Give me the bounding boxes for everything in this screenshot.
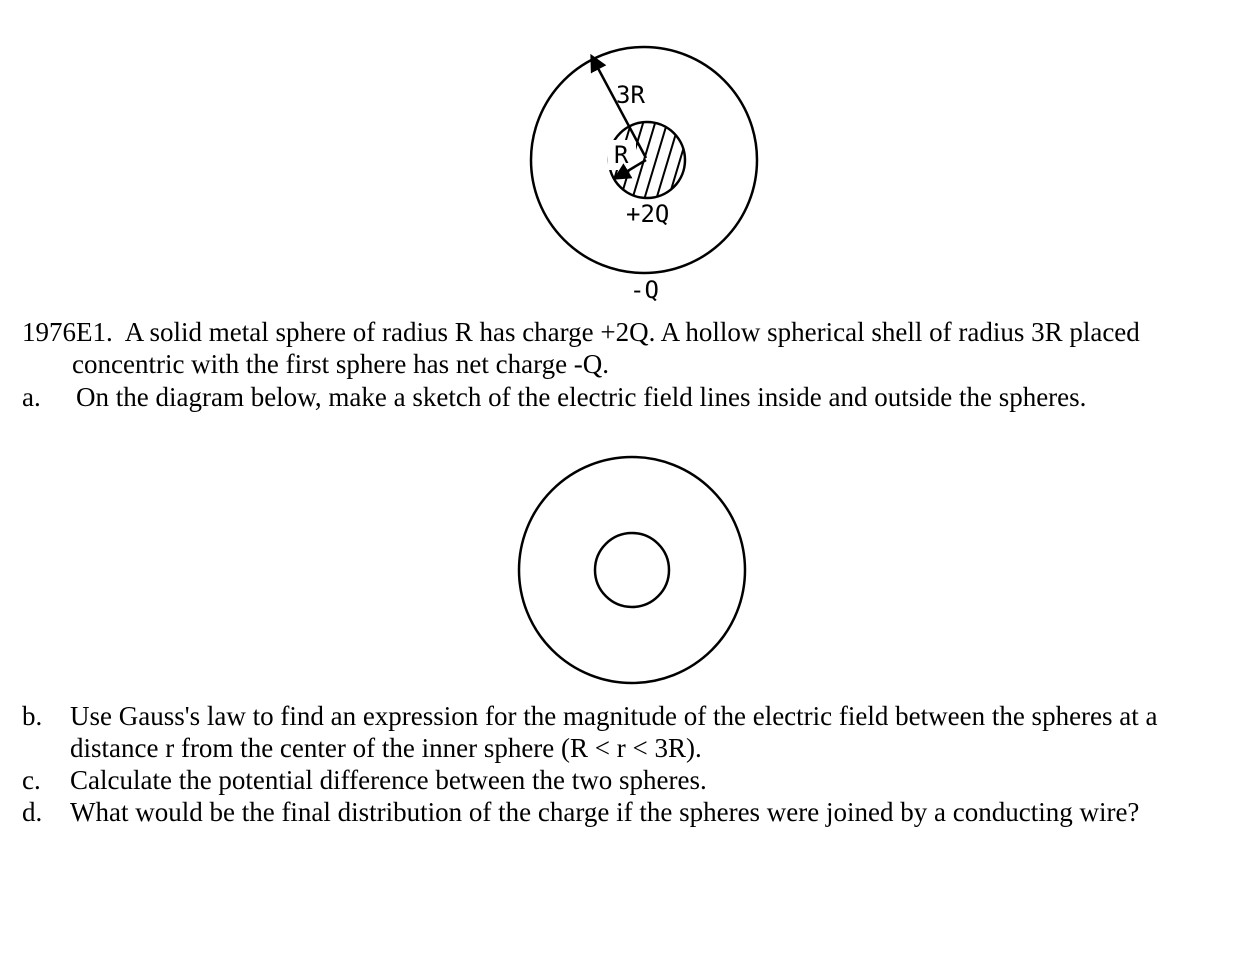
top-diagram [531,47,757,304]
part-a-text: On the diagram below, make a sketch of the electric field lines inside and outside the spheres. [76,382,1087,412]
part-d-text: What would be the final distribution of the charge if the spheres were joined by a conducting wire? [70,797,1140,827]
inner-radius-label: R [614,141,629,169]
problem-statement-line1 [22,316,1140,348]
part-b-text-line2: distance r from the center of the inner sphere (R < r < 3R). [70,733,702,763]
part-c-text: Calculate the potential difference between the two spheres. [70,765,707,795]
part-d-marker: d. [22,797,43,827]
part-a-marker: a. [22,382,41,412]
outer-radius-label: 3R [616,81,645,109]
sketch-diagram [519,457,745,683]
problem-statement-line2: concentric with the first sphere has net charge -Q. [72,349,610,379]
inner-charge-label: +2Q [626,200,670,228]
part-b-text-line1: Use Gauss's law to find an expression for the magnitude of the electric field between the spheres at a [70,701,1158,731]
part-c-marker: c. [22,765,41,795]
problem-statement-text1: A solid metal sphere of radius R has charge +2Q. A hollow spherical shell of radius 3R placed [124,317,1140,347]
part-b-marker: b. [22,701,43,731]
outer-charge-label: -Q [630,276,659,304]
sketch-outer-shell [519,457,745,683]
sketch-inner-sphere [595,533,669,607]
problem-id: 1976E1. [22,317,113,347]
